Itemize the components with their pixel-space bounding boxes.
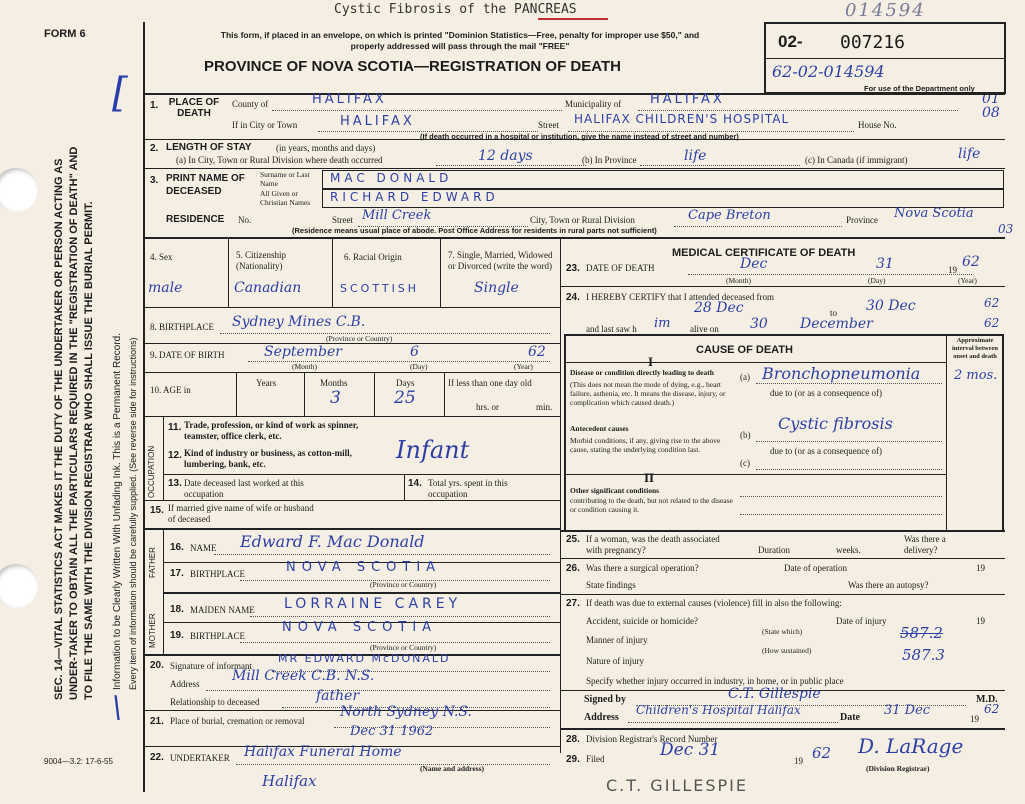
alive-month: December <box>800 316 873 332</box>
rel-label: Relationship to deceased <box>170 697 260 707</box>
min-label: min. <box>536 402 553 412</box>
age-label: 10. AGE in <box>150 385 191 395</box>
q20-num: 20. <box>150 660 164 671</box>
reg-number: 007216 <box>840 32 906 53</box>
q11-label: Trade, profession, or kind of work as spinner, teamster, office clerk, etc. <box>184 420 359 441</box>
manner-code: 587.2 <box>900 624 943 642</box>
rule-6 <box>143 343 560 344</box>
stay-num: 2. <box>150 143 159 154</box>
cause-rule-1 <box>566 362 946 363</box>
informant-address: Mill Creek C.B. N.S. <box>232 668 375 684</box>
racial-col <box>440 237 441 307</box>
death-year-sub: (Year) <box>958 276 977 285</box>
dept-note: For use of the Department only <box>864 84 975 93</box>
filed-year-prefix: 19 <box>794 756 803 766</box>
reg-prefix: 02- <box>778 32 803 51</box>
q27-num: 27. <box>566 598 580 609</box>
autopsy-label: Was there an autopsy? <box>848 580 929 590</box>
mother-name-line <box>250 616 550 617</box>
stay-c-label: (c) In Canada (if immigrant) <box>805 155 908 165</box>
q17-label: BIRTHPLACE <box>190 569 245 579</box>
dob-label: 9. DATE OF BIRTH <box>150 350 225 360</box>
burial-date: Dec 31 1962 <box>350 724 434 739</box>
sig-label: Signature of informant <box>170 661 252 671</box>
mother-name: LORRAINE CAREY <box>284 596 462 612</box>
stay-b-line <box>640 165 800 166</box>
state-which-sub: (State which) <box>762 627 803 636</box>
occupation-side-rule <box>163 416 164 500</box>
sex-label: 4. Sex <box>150 252 173 262</box>
death-day-sub: (Day) <box>868 276 886 285</box>
marital-label: 7. Single, Married, Widowed or Divorced (write the word) <box>448 250 553 271</box>
rule-3 <box>143 168 1005 169</box>
form-number: FORM 6 <box>44 28 86 40</box>
lastsaw-label: and last saw h <box>586 324 637 334</box>
rule-5 <box>143 307 560 308</box>
attend-year1: 62 <box>984 296 1000 310</box>
rule-2 <box>143 139 1005 140</box>
q12-num: 12. <box>168 450 182 461</box>
q29-label: Filed <box>586 754 605 764</box>
residence-street-value: Mill Creek <box>362 208 432 223</box>
place-label: PLACE OF DEATH <box>168 97 220 119</box>
q18-label: MAIDEN NAME <box>190 605 255 615</box>
father-bp: NOVA SCOTIA <box>286 560 442 575</box>
place-num: 1. <box>150 100 159 111</box>
interval-title: Approximate interval between onset and death <box>951 337 999 360</box>
rule-10 <box>143 500 560 501</box>
to-label: to <box>830 308 838 318</box>
city-value: HALIFAX <box>340 114 415 129</box>
attend-from: 28 Dec <box>694 300 744 316</box>
cause-due-1: due to (or as a consequence of) <box>770 388 882 398</box>
residence-city-line <box>674 226 842 227</box>
duration-label: Duration <box>758 545 790 555</box>
signed-value: C.T. Gillespie <box>728 686 821 702</box>
cert-address-value: Children's Hospital Halifax <box>636 703 801 717</box>
cause-a-line <box>756 383 942 384</box>
dob-day: 6 <box>410 344 419 360</box>
occupation-side-label: OCCUPATION <box>147 445 156 498</box>
dob-day-sub: (Day) <box>410 362 428 371</box>
signed-label: Signed by <box>584 694 626 705</box>
father-side-label: FATHER <box>148 547 157 578</box>
dob-month-sub: (Month) <box>292 362 317 371</box>
margin-codes: 01 08 <box>982 91 1000 121</box>
years-label: Years <box>256 378 277 388</box>
occupation-value: Infant <box>396 436 470 464</box>
q12-label: Kind of industry or business, as cotton-mill, lumbering, bank, etc. <box>184 448 352 469</box>
cert-address-line <box>628 722 838 723</box>
father-name: Edward F. Mac Donald <box>240 532 425 551</box>
q28-num: 28. <box>566 734 580 745</box>
rule-top <box>143 93 1005 95</box>
citizenship-col <box>332 237 333 307</box>
pancreas-underline <box>538 18 608 20</box>
stay-a-value: 12 days <box>478 148 533 164</box>
section-ii: II <box>644 470 655 485</box>
margin-bracket-mark: [ <box>112 70 128 116</box>
manner-label: Manner of injury <box>586 635 648 645</box>
q16-num: 16. <box>170 542 184 553</box>
q24-label: I HEREBY CERTIFY that I attended deceased from <box>586 292 774 302</box>
undertaker-value: Halifax Funeral Home <box>244 744 402 760</box>
delivery-label: Was there a delivery? <box>904 534 946 555</box>
q23-num: 23. <box>566 263 580 274</box>
other-line-2 <box>740 514 942 515</box>
death-date-line <box>688 274 972 275</box>
ink-note: Information to be Clearly Written With Unfading Ink. This is a Permanent Record. <box>112 332 123 690</box>
cert-date-year: 62 <box>984 702 1000 716</box>
how-sub: (How sustained) <box>762 646 812 655</box>
dob-year-sub: (Year) <box>514 362 533 371</box>
statute-text: SEC. 14—VITAL STATISTICS ACT MAKES IT THE DUTY OF THE UNDERTAKER OR PERSON ACTING AS UNDER-TAKER TO OBTAIN ALL THE PARTICULARS REQUIRED IN THE "REGISTRATION OF DEATH" AND TO FILE THE SAME WITH THE DIVISION REGISTRAR WHO SHALL ISSUE THE BURIAL PERMIT. <box>53 146 95 700</box>
undertaker-label: UNDERTAKER <box>170 753 230 763</box>
cause-c-label: (c) <box>740 458 750 468</box>
binder-hole-top <box>0 168 38 212</box>
dept-number: 62-02-014594 <box>772 62 885 81</box>
md-label: M.D. <box>976 694 998 705</box>
birthplace-label: 8. BIRTHPLACE <box>150 322 214 332</box>
stay-b-value: life <box>684 148 707 164</box>
center-divider <box>560 237 561 753</box>
handwritten-diagnosis: Cystic Fibrosis of the PANCREAS <box>334 2 577 17</box>
alive-label: alive on <box>690 324 719 334</box>
marital-value: Single <box>474 280 519 296</box>
cert-address-label: Address <box>584 712 619 723</box>
given-label: All Given or Christian Names <box>260 189 311 207</box>
interval-col <box>946 334 947 530</box>
q23-label: DATE OF DEATH <box>586 263 655 273</box>
undertaker-sub: (Name and address) <box>420 764 485 773</box>
rule-11 <box>143 528 560 530</box>
cause-c-line <box>756 469 942 470</box>
residence-street-label: Street <box>332 215 353 225</box>
filed-year: 62 <box>812 744 832 762</box>
q28-label: Division Registrar's Record Number <box>586 734 718 744</box>
birthplace-value: Sydney Mines C.B. <box>232 314 366 330</box>
mother-bp-sub: (Province or Country) <box>370 643 437 652</box>
q25-label: If a woman, was the death associated with pregnancy? <box>586 534 720 555</box>
footer-code: 9004—3.2: 17-6-55 <box>44 757 113 766</box>
other-note: contributing to the death, but not related to the disease or condition causing it. <box>570 496 733 514</box>
antecedent-note: Morbid conditions, if any, giving rise to the above cause, stating the underlying condition last. <box>570 436 721 454</box>
days-label: Days <box>396 378 415 388</box>
other-label: Other significant conditions <box>570 486 660 495</box>
undertaker-line <box>236 764 550 765</box>
lastsaw-value: im <box>654 316 671 331</box>
nature-label: Nature of injury <box>586 656 644 666</box>
citizenship-value: Canadian <box>234 280 302 296</box>
rule-m6 <box>560 728 1005 730</box>
address-label: Address <box>170 679 200 689</box>
cause-b-line <box>756 441 942 442</box>
injury-date-label: Date of injury <box>836 616 887 626</box>
rule-13 <box>163 592 560 594</box>
burial-label: Place of burial, cremation or removal <box>170 716 305 726</box>
residence-note: (Residence means usual place of abode. Post Office Address for residents in rural parts not sufficient) <box>292 226 657 235</box>
county-label: County of <box>232 99 269 109</box>
street-label: Street <box>538 120 559 130</box>
nature-code: 587.3 <box>902 646 945 664</box>
sex-value: male <box>148 280 183 296</box>
county-value: HALIFAX <box>312 92 387 107</box>
q19-num: 19. <box>170 630 184 641</box>
burial-place: North Sydney N.S. <box>340 704 472 720</box>
q15-label: If married give name of wife or husband of deceased <box>168 503 314 524</box>
opdate-year: 19 <box>976 563 985 573</box>
margin-check-mark: \ <box>112 690 123 725</box>
rule-m4 <box>560 594 1005 595</box>
q21-num: 21. <box>150 716 164 727</box>
given-value: RICHARD EDWARD <box>330 190 499 204</box>
racial-value: SCOTTISH <box>340 282 420 295</box>
stay-a-line <box>436 165 586 166</box>
q29-num: 29. <box>566 754 580 765</box>
birthplace-sub: (Province or Country) <box>326 334 393 343</box>
findings-label: State findings <box>586 580 636 590</box>
cause-b-value: Cystic fibrosis <box>778 414 893 433</box>
rule-9 <box>163 474 560 475</box>
death-year: 62 <box>962 254 980 270</box>
dob-year: 62 <box>528 344 546 360</box>
other-line-1 <box>740 496 942 497</box>
bottom-signature: C.T. GILLESPIE <box>606 776 748 795</box>
death-month: Dec <box>740 256 768 272</box>
rule-m2 <box>560 530 1005 532</box>
registrar-sub: (Division Registrar) <box>866 764 930 773</box>
main-left-rule <box>143 22 145 792</box>
residence-city-value: Cape Breton <box>688 208 771 223</box>
attend-to: 30 Dec <box>866 298 916 314</box>
mother-bp: NOVA SCOTIA <box>282 620 438 635</box>
cause-a-value: Bronchopneumonia <box>762 364 921 383</box>
q11-num: 11. <box>168 422 182 433</box>
cause-a-label: (a) <box>740 372 750 382</box>
residence-label: RESIDENCE <box>166 214 225 225</box>
surname-label: Surname or Last Name <box>260 170 310 188</box>
section-i: I <box>648 354 654 369</box>
cause-rule-2 <box>566 474 946 475</box>
dob-month: September <box>264 344 342 360</box>
q15-num: 15. <box>150 505 164 516</box>
q14-num: 14. <box>408 478 422 489</box>
q14-divider <box>404 474 405 500</box>
municipality-label: Municipality of <box>565 99 622 109</box>
injury-date-year: 19 <box>976 616 985 626</box>
residence-province-value: Nova Scotia <box>894 206 974 221</box>
stay-c-value: life <box>958 146 981 162</box>
lessday-label: If less than one day old <box>448 378 532 388</box>
undertaker-city: Halifax <box>262 772 317 790</box>
q14-label: Total yrs. spent in this occupation <box>428 478 508 499</box>
rule-m3 <box>560 558 1005 559</box>
antecedent-label: Antecedent causes <box>570 424 629 433</box>
immediate-note: (This does not mean the mode of dying, e.g., heart failure, asthenia, etc. It means the disease, injury, or complication which caused death.) <box>570 380 726 407</box>
death-year-prefix: 19 <box>948 265 957 275</box>
cert-date-label: Date <box>840 712 860 723</box>
filed-date: Dec 31 <box>660 740 721 760</box>
q13-label: Date deceased last worked at this occupation <box>184 478 304 499</box>
rule-m1 <box>560 286 1005 287</box>
age-col-2 <box>304 372 305 416</box>
age-col-4 <box>444 372 445 416</box>
house-label: House No. <box>858 120 897 130</box>
cert-date-value: 31 Dec <box>884 703 931 718</box>
registrar-sig: D. LaRage <box>858 734 964 758</box>
envelope-note: This form, if placed in an envelope, on which is printed "Dominion Statistics—Free, penalty for improper use $50," and properly addressed will pass through the mail "FREE" <box>220 30 700 51</box>
citizenship-label: 5. Citizenship (Nationality) <box>236 250 286 271</box>
months-label: Months <box>320 378 348 388</box>
form-title: PROVINCE OF NOVA SCOTIA—REGISTRATION OF DEATH <box>204 58 621 75</box>
hrs-label: hrs. or <box>476 402 499 412</box>
age-col-1 <box>236 372 237 416</box>
informant-sig: MR EDWARD McDONALD <box>278 652 451 665</box>
residence-province-label: Province <box>846 215 878 225</box>
cause-b-label: (b) <box>740 430 751 440</box>
stay-a-label: (a) In City, Town or Rural Division where death occurred <box>176 155 383 165</box>
rule-7 <box>143 372 560 373</box>
death-day: 31 <box>876 256 894 272</box>
stamp-number: 014594 <box>845 0 926 21</box>
stay-b-label: (b) In Province <box>582 155 637 165</box>
name-label: PRINT NAME OF DECEASED <box>166 173 245 197</box>
municipality-line <box>638 110 958 111</box>
racial-label: 6. Racial Origin <box>344 252 402 262</box>
q24-num: 24. <box>566 292 580 303</box>
medical-title: MEDICAL CERTIFICATE OF DEATH <box>672 247 856 259</box>
q13-num: 13. <box>168 478 182 489</box>
sex-col <box>228 237 229 307</box>
alive-day: 30 <box>750 316 768 332</box>
cause-due-2: due to (or as a consequence of) <box>770 446 882 456</box>
binder-hole-bottom <box>0 564 38 608</box>
reverse-note: Every item of information should be carefully supplied. (See reverse side for instructions) <box>128 337 138 690</box>
rule-8 <box>143 416 560 417</box>
opdate-label: Date of operation <box>784 563 847 573</box>
code-03: 03 <box>998 222 1014 236</box>
interval-a-value: 2 mos. <box>954 368 998 383</box>
q18-num: 18. <box>170 604 184 615</box>
registration-box-divider <box>764 58 1004 59</box>
immediate-label: Disease or condition directly leading to death <box>570 368 714 377</box>
municipality-value: HALIFAX <box>650 92 725 107</box>
stay-label: LENGTH OF STAY <box>166 142 252 153</box>
q26-label: Was there a surgical operation? <box>586 563 699 573</box>
parents-side-rule <box>163 528 164 654</box>
q16-label: NAME <box>190 543 217 553</box>
father-name-line <box>214 554 550 555</box>
stay-sub: (in years, months and days) <box>276 143 376 153</box>
months-value: 3 <box>330 388 341 408</box>
accident-label: Accident, suicide or homicide? <box>586 616 698 626</box>
mother-side-label: MOTHER <box>148 613 157 648</box>
street-value: HALIFAX CHILDREN'S HOSPITAL <box>574 112 790 126</box>
address-line <box>206 690 550 691</box>
q27-label: If death was due to external causes (violence) fill in also the following: <box>586 598 842 608</box>
cause-title: CAUSE OF DEATH <box>696 344 793 356</box>
cert-year-prefix: 19 <box>970 714 979 724</box>
age-col-3 <box>374 372 375 416</box>
q25-num: 25. <box>566 534 580 545</box>
specify-label: Specify whether injury occurred in industry, in home, or in public place <box>586 676 844 686</box>
informant-rel: father <box>316 688 360 704</box>
residence-city-label: City, Town or Rural Division <box>530 215 635 225</box>
q19-label: BIRTHPLACE <box>190 631 245 641</box>
city-label: If in City or Town <box>232 120 298 130</box>
county-line <box>272 110 562 111</box>
q22-num: 22. <box>150 752 164 763</box>
days-value: 25 <box>394 388 416 408</box>
name-num: 3. <box>150 175 159 186</box>
q17-num: 17. <box>170 568 184 579</box>
place-note: (If death occurred in a hospital or institution, give the name instead of street and number) <box>420 132 739 141</box>
weeks-label: weeks. <box>836 545 861 555</box>
surname-value: MAC DONALD <box>330 171 453 185</box>
rule-4 <box>143 237 1005 239</box>
death-month-sub: (Month) <box>726 276 751 285</box>
attend-year2: 62 <box>984 316 1000 330</box>
father-bp-sub: (Province or Country) <box>370 580 437 589</box>
residence-no-label: No. <box>238 215 252 225</box>
q26-num: 26. <box>566 563 580 574</box>
